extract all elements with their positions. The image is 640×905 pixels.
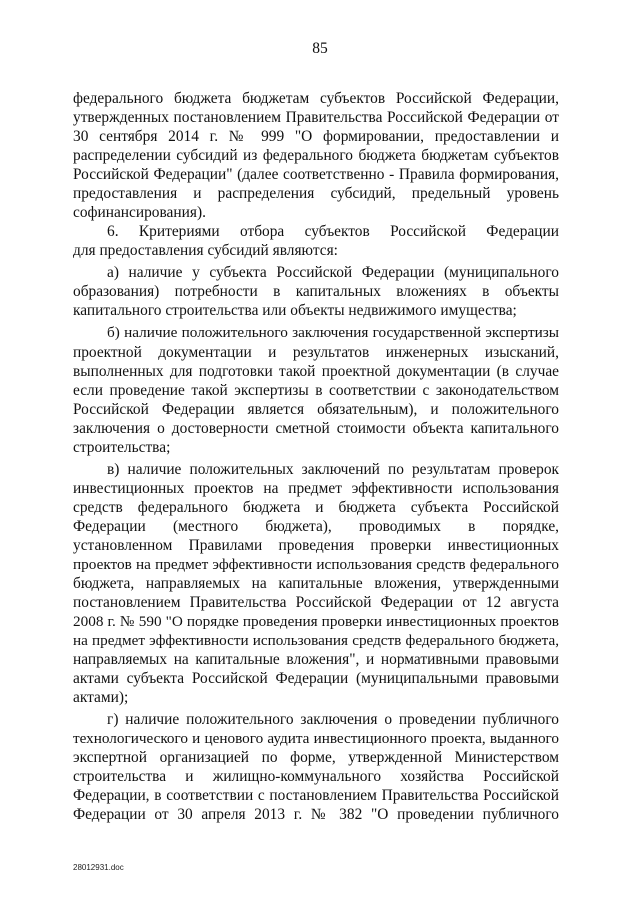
paragraph-line: направляемых на капитальные вложения", и нормативными правовыми xyxy=(73,651,559,668)
paragraph-line: софинансирования). xyxy=(73,204,206,221)
paragraph-line: заключения о достоверности сметной стоимости объекта капитального xyxy=(73,420,559,437)
page-number: 85 xyxy=(312,40,328,57)
paragraph-line: образования) потребности в капитальных вложениях в объекты xyxy=(73,283,559,300)
paragraph-line: 6. Критериями отбора субъектов Российской Федерации xyxy=(107,223,559,240)
paragraph-line: проектной документации и результатов инженерных изысканий, xyxy=(73,344,559,361)
paragraph-line: актами); xyxy=(73,689,129,706)
paragraph-line: для предоставления субсидий являются: xyxy=(73,242,338,259)
paragraph-line: инвестиционных проектов на предмет эффективности использования xyxy=(73,480,559,497)
paragraph-line: строительства; xyxy=(73,439,171,456)
paragraph-line: федерального бюджета бюджетам субъектов Российской Федерации, xyxy=(73,90,559,107)
paragraph-line: средств федерального бюджета и бюджета субъекта Российской xyxy=(73,499,559,516)
paragraph-line: предоставления и распределения субсидий, предельный уровень xyxy=(73,185,559,202)
paragraph-line: Российской Федерации является обязательным), и положительного xyxy=(73,401,559,418)
paragraph-line: б) наличие положительного заключения государственной экспертизы xyxy=(107,324,559,341)
paragraph-line: в) наличие положительных заключений по результатам проверок xyxy=(107,461,559,478)
paragraph-line: постановлением Правительства Российской Федерации от 12 августа xyxy=(73,594,559,611)
paragraph-line: Федерации (местного бюджета), проводимых в порядке, xyxy=(73,518,559,535)
paragraph-line: г) наличие положительного заключения о проведении публичного xyxy=(107,711,559,728)
paragraph-line: бюджета, направляемых на капитальные вложения, утвержденными xyxy=(73,575,559,592)
paragraph-line: установленном Правилами проведения проверки инвестиционных xyxy=(73,537,559,554)
paragraph-line: строительства и жилищно-коммунального хозяйства Российской xyxy=(73,768,559,785)
paragraph-line: технологического и ценового аудита инвестиционного проекта, выданного xyxy=(73,730,559,747)
paragraph-line: распределении субсидий из федерального бюджета бюджетам субъектов xyxy=(73,147,559,164)
paragraph-line: а) наличие у субъекта Российской Федерации (муниципального xyxy=(107,264,559,281)
paragraph-line: проектов на предмет эффективности использования средств федерального xyxy=(73,556,559,573)
paragraph-line: капитального строительства или объекты недвижимого имущества; xyxy=(73,302,517,319)
paragraph-line: если проведение такой экспертизы в соответствии с законодательством xyxy=(73,382,559,399)
paragraph-line: утвержденных постановлением Правительства Российской Федерации от xyxy=(73,109,559,126)
paragraph-line: Российской Федерации" (далее соответственно - Правила формирования, xyxy=(73,166,559,183)
paragraph-line: актами субъекта Российской Федерации (муниципальными правовыми xyxy=(73,670,559,687)
document-filename: 28012931.doc xyxy=(73,863,124,872)
paragraph-line: Федерации, в соответствии с постановлением Правительства Российской xyxy=(73,787,559,804)
paragraph-line: на предмет эффективности использования средств федерального бюджета, xyxy=(73,632,559,649)
paragraph-line: 2008 г. № 590 "О порядке проведения проверки инвестиционных проектов xyxy=(73,613,559,630)
paragraph-line: Федерации от 30 апреля 2013 г. № 382 "О проведении публичного xyxy=(73,806,559,823)
paragraph-line: экспертной организацией по форме, утвержденной Министерством xyxy=(73,749,559,766)
paragraph-line: 30 сентября 2014 г. № 999 "О формировании, предоставлении и xyxy=(73,128,559,145)
paragraph-line: выполненных для подготовки такой проектной документации (в случае xyxy=(73,363,559,380)
